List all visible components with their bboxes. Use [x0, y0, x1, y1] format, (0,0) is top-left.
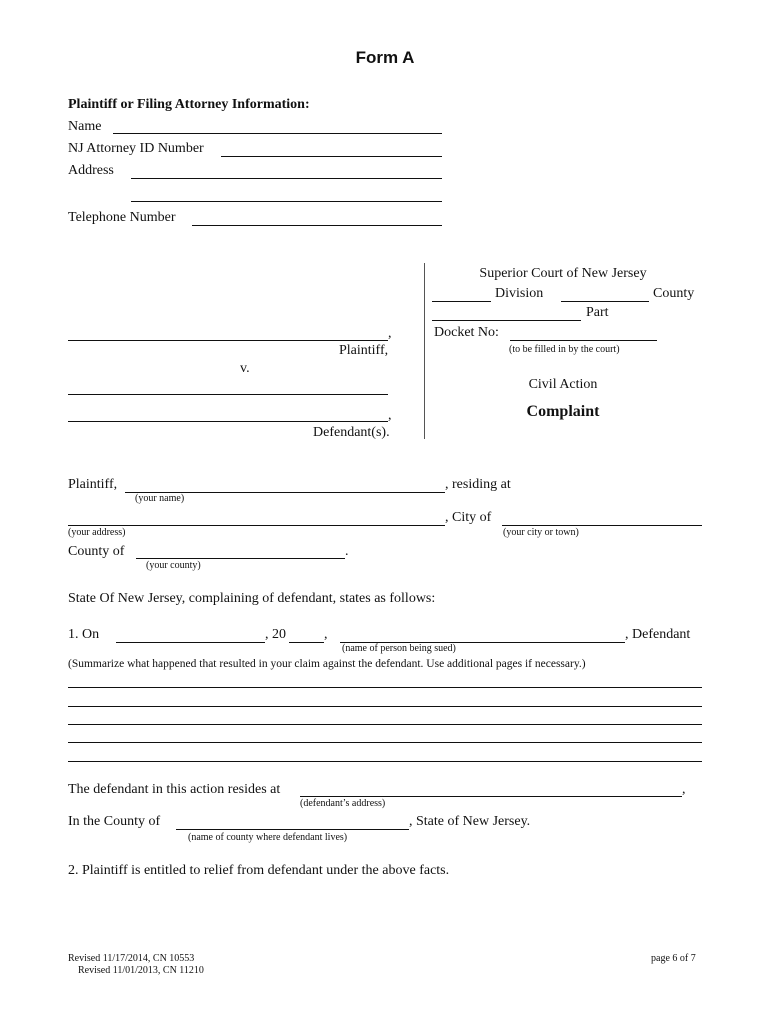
- your-city-hint: (your city or town): [503, 527, 579, 538]
- caption-divider: [424, 263, 425, 439]
- caption-plaintiff-label: Plaintiff,: [339, 343, 389, 358]
- telephone-label: Telephone Number: [68, 210, 176, 225]
- revision-note-1: Revised 11/17/2014, CN 10553: [68, 953, 195, 964]
- summary-instructions: (Summarize what happened that resulted in your claim against the defendant. Use additional pages if necessary.): [68, 658, 586, 670]
- defendant-resides-label: The defendant in this action resides at: [68, 782, 281, 797]
- page-number: page 6 of 7: [651, 953, 696, 964]
- division-field[interactable]: [432, 284, 491, 302]
- plaintiff-county-field[interactable]: [136, 541, 345, 559]
- defendant-county-hint: (name of county where defendant lives): [188, 832, 348, 843]
- caption-comma-1: ,: [388, 326, 392, 341]
- county-field[interactable]: [561, 284, 649, 302]
- summary-line-5[interactable]: [68, 744, 702, 762]
- address-label: Address: [68, 163, 114, 178]
- summary-line-3[interactable]: [68, 707, 702, 725]
- defendant-caption-field-1[interactable]: [68, 377, 388, 395]
- residence-comma: ,: [682, 782, 686, 797]
- state-of-nj-label: , State of New Jersey.: [409, 814, 531, 829]
- docket-field[interactable]: [510, 323, 657, 341]
- incident-year-field[interactable]: [289, 625, 324, 643]
- in-county-label: In the County of: [68, 814, 161, 829]
- name-field[interactable]: [113, 116, 442, 134]
- complaint-statement: State Of New Jersey, complaining of defendant, states as follows:: [68, 591, 436, 606]
- plaintiff-address-field[interactable]: [68, 508, 445, 526]
- person-being-sued-hint: (name of person being sued): [342, 643, 456, 654]
- caption-comma-2: ,: [388, 408, 392, 423]
- division-label: Division: [495, 286, 544, 301]
- county-period: .: [345, 544, 349, 559]
- plaintiff-label: Plaintiff,: [68, 477, 118, 492]
- summary-line-4[interactable]: [68, 725, 702, 743]
- caption-versus: v.: [240, 361, 250, 376]
- county-of-label: County of: [68, 544, 125, 559]
- part-label: Part: [586, 305, 609, 320]
- residing-at-label: , residing at: [445, 477, 511, 492]
- year-prefix: , 20: [265, 627, 286, 642]
- docket-note: (to be filled in by the court): [509, 344, 620, 355]
- address-field-line-1[interactable]: [131, 161, 442, 179]
- item-1-on-label: 1. On: [68, 627, 100, 642]
- plaintiff-city-field[interactable]: [502, 508, 702, 526]
- civil-action-label: Civil Action: [528, 377, 598, 392]
- docket-label: Docket No:: [434, 325, 499, 340]
- part-field[interactable]: [432, 303, 581, 321]
- your-county-hint: (your county): [146, 560, 201, 571]
- form-title: Form A: [355, 48, 415, 67]
- caption-defendants-label: Defendant(s).: [313, 425, 390, 440]
- attorney-id-label: NJ Attorney ID Number: [68, 141, 204, 156]
- summary-line-1[interactable]: [68, 670, 702, 688]
- defendant-caption-field-2[interactable]: [68, 404, 388, 422]
- incident-date-field[interactable]: [116, 625, 265, 643]
- plaintiff-caption-field[interactable]: [68, 323, 388, 341]
- plaintiff-info-heading: Plaintiff or Filing Attorney Information:: [68, 97, 310, 112]
- telephone-field[interactable]: [192, 208, 442, 226]
- summary-line-2[interactable]: [68, 689, 702, 707]
- your-address-hint: (your address): [68, 527, 126, 538]
- item-2-text: 2. Plaintiff is entitled to relief from defendant under the above facts.: [68, 863, 450, 878]
- revision-note-2: Revised 11/01/2013, CN 11210: [78, 965, 204, 976]
- complaint-heading: Complaint: [526, 403, 600, 420]
- defendant-label: , Defendant: [625, 627, 691, 642]
- item-1-comma: ,: [324, 627, 328, 642]
- address-field-line-2[interactable]: [131, 184, 442, 202]
- defendant-address-field[interactable]: [300, 779, 682, 797]
- county-label: County: [653, 286, 695, 301]
- name-label: Name: [68, 119, 102, 134]
- your-name-hint: (your name): [135, 493, 185, 504]
- defendant-name-field[interactable]: [340, 625, 625, 643]
- city-of-label: , City of: [445, 510, 492, 525]
- attorney-id-field[interactable]: [221, 139, 442, 157]
- plaintiff-name-field[interactable]: [125, 475, 445, 493]
- defendant-county-field[interactable]: [176, 812, 409, 830]
- defendant-address-hint: (defendant’s address): [300, 798, 386, 809]
- court-name: Superior Court of New Jersey: [479, 266, 647, 281]
